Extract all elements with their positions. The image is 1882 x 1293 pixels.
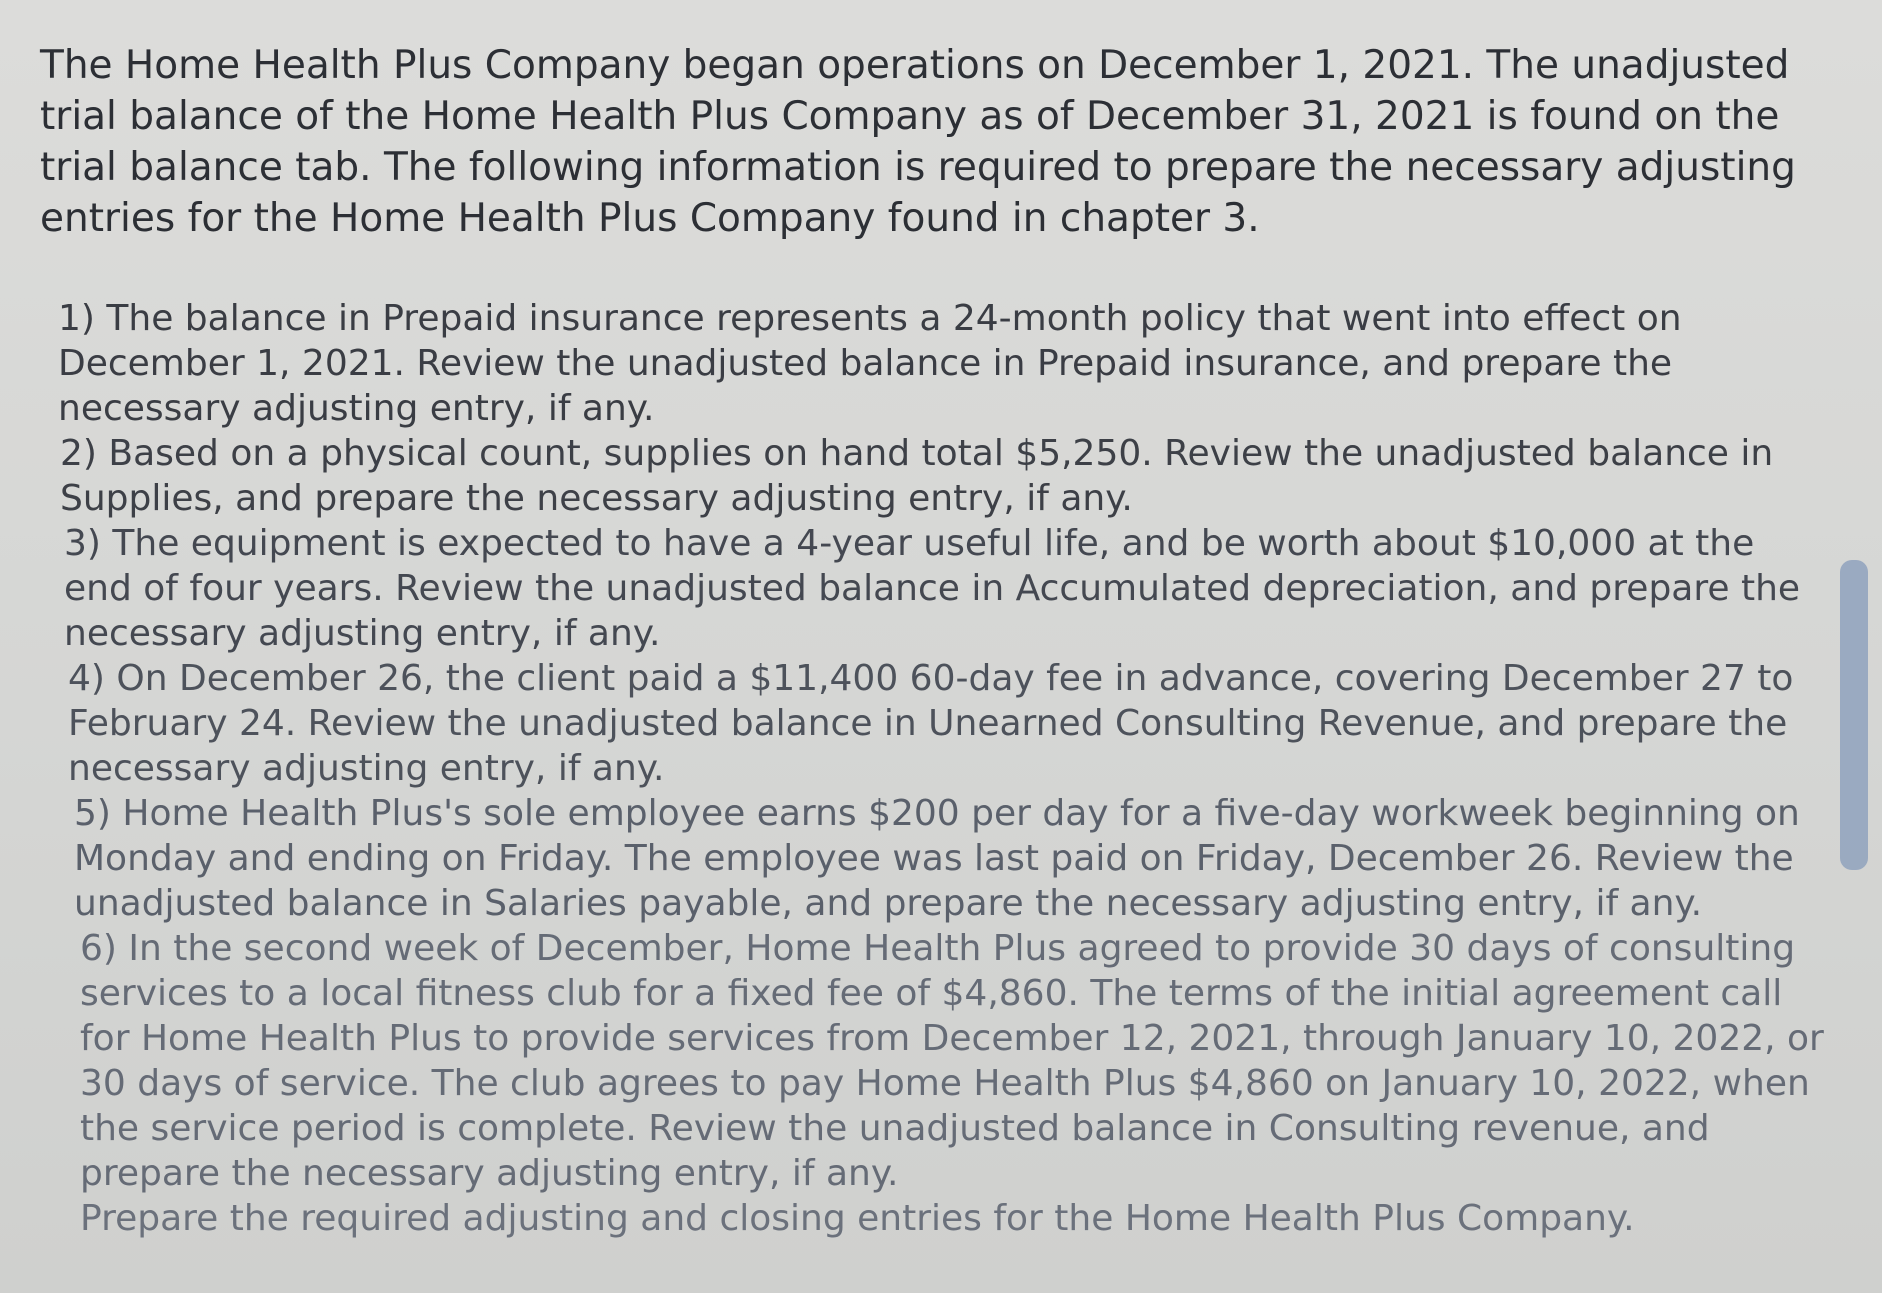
problem-text [40,40,1830,1241]
adjustment-list [40,296,1830,1196]
list-item: 5) Home Health Plus's sole employee earns $200 per day for a five-day workweek beginning on Monday and ending on Friday. The employee was last paid on Friday, December 26. Review the unadjusted balance in Salaries payable, and prepare the necessary adjusting entry, if any. [74,793,1800,924]
scrollbar-thumb[interactable] [1840,560,1868,870]
list-item: 6) In the second week of December, Home Health Plus agreed to provide 30 days of consulting services to a local fitness club for a fixed fee of $4,860. The terms of the initial agreement call for Home Health Plus to provide services from December 12, 2021, through January 10, 2022, or 30 days of service. The club agrees to pay Home Health Plus $4,860 on January 10, 2022, when the service period is complete. Review the unadjusted balance in Consulting revenue, and prepare the necessary adjusting entry, if any. [80,928,1824,1194]
list-item: 1) The balance in Prepaid insurance represents a 24-month policy that went into effect on December 1, 2021. Review the unadjusted balance in Prepaid insurance, and prepare the necessary adjusting entry, if any. [58,298,1682,429]
list-item: 4) On December 26, the client paid a $11,400 60-day fee in advance, covering December 27 to February 24. Review the unadjusted balance in Unearned Consulting Revenue, and prepare the necessary adjusting entry, if any. [68,658,1794,789]
closing-instruction: Prepare the required adjusting and closing entries for the Home Health Plus Company. [80,1198,1635,1239]
list-item: 2) Based on a physical count, supplies on hand total $5,250. Review the unadjusted balance in Supplies, and prepare the necessary adjusting entry, if any. [60,433,1774,519]
list-item: 3) The equipment is expected to have a 4-year useful life, and be worth about $10,000 at the end of four years. Review the unadjusted balance in Accumulated depreciation, and prepare the necessary adjusting entry, if any. [64,523,1801,654]
intro-paragraph: The Home Health Plus Company began operations on December 1, 2021. The unadjusted trial balance of the Home Health Plus Company as of December 31, 2021 is found on the trial balance tab. The following information is required to prepare the necessary adjusting entries for the Home Health Plus Company found in chapter 3. [40,43,1796,241]
